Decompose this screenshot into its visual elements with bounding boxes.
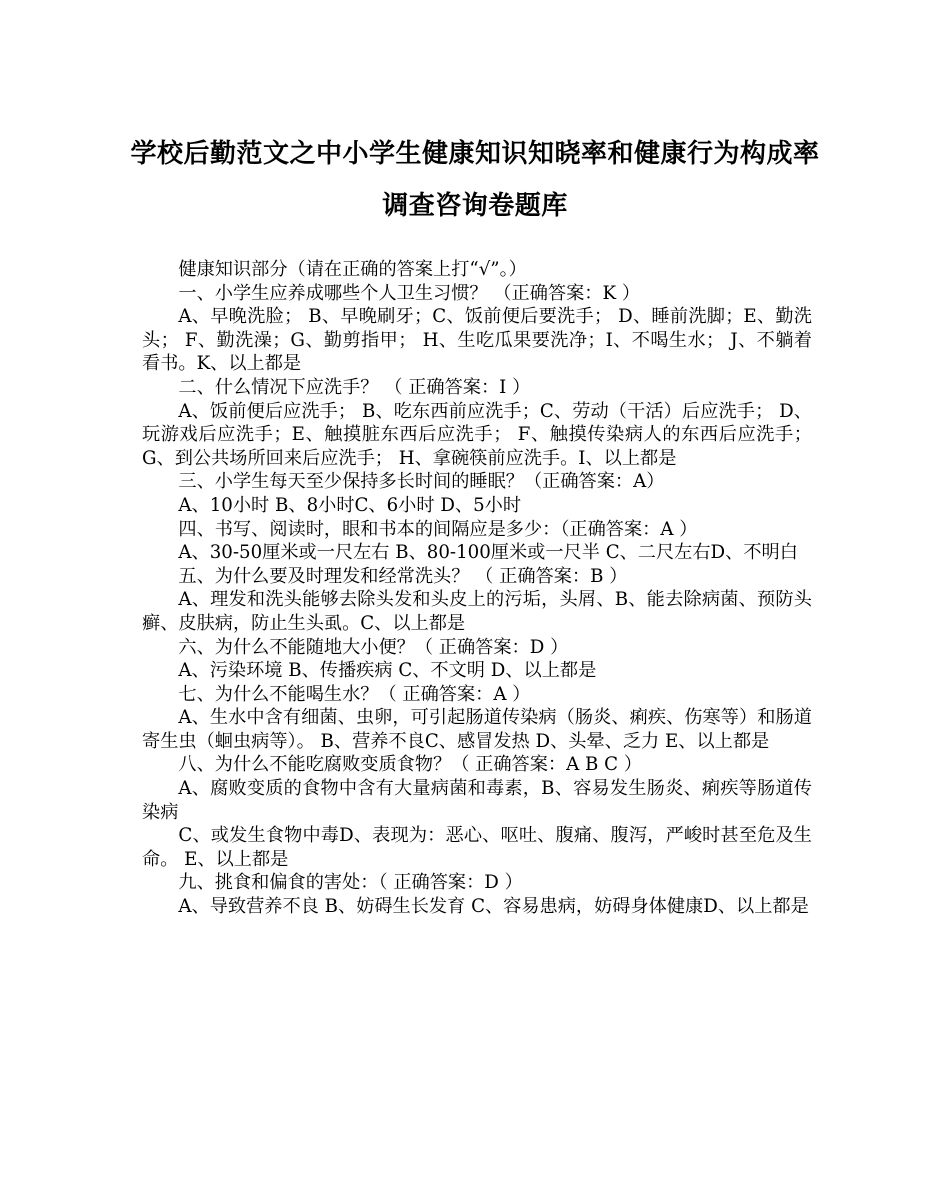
question-1: 一、小学生应养成哪些个人卫生习惯？ （正确答案：K ） [178, 282, 641, 304]
question-6: 六、为什么不能随地大小便？（ 正确答案：D ） [178, 636, 569, 658]
options-9: A、导致营养不良 B、妨碍生长发育 C、容易患病，妨碍身体健康D、以上都是 [178, 896, 809, 918]
options-8-part-2: C、或发生食物中毒D、表现为：恶心、呕吐、腹痛、腹泻，严峻时甚至危及生命。 E、以上都是 [142, 825, 812, 870]
options-4: A、30-50厘米或一尺左右 B、80-100厘米或一尺半 C、二尺左右D、不明白 [178, 542, 798, 564]
document-body [142, 258, 812, 919]
options-1: A、早晚洗脸； B、早晚刷牙；C、饭前便后要洗手； D、睡前洗脚；E、勤洗头； F、勤洗澡；G、勤剪指甲； H、生吃瓜果要洗净；I、不喝生水； J、不躺着看书。K、以上都是 [142, 306, 812, 375]
question-8: 八、为什么不能吃腐败变质食物？（ 正确答案：A B C ） [178, 754, 643, 776]
document-title: 学校后勤范文之中小学生健康知识知晓率和健康行为构成率调查咨询卷题库 [130, 139, 820, 221]
question-2: 二、什么情况下应洗手？ （ 正确答案：I ） [178, 376, 531, 398]
question-9: 九、挑食和偏食的害处：（ 正确答案：D ） [178, 872, 523, 894]
options-7: A、生水中含有细菌、虫卵，可引起肠道传染病（肠炎、痢疾、伤寒等）和肠道寄生虫（蛔虫病等）。 B、营养不良C、感冒发热 D、头晕、乏力 E、以上都是 [142, 707, 812, 752]
question-3: 三、小学生每天至少保持多长时间的睡眠？（正确答案：A） [178, 471, 665, 493]
question-4: 四、书写、阅读时，眼和书本的间隔应是多少：（正确答案：A ） [178, 518, 698, 540]
section-heading: 健康知识部分（请在正确的答案上打“√”。） [178, 259, 527, 280]
options-5: A、理发和洗头能够去除头发和头皮上的污垢，头屑、B、能去除病菌、预防头癣、皮肤病，防止生头虱。C、以上都是 [142, 589, 812, 634]
question-7: 七、为什么不能喝生水？（ 正确答案：A ） [178, 683, 531, 705]
question-5: 五、为什么要及时理发和经常洗头？ （ 正确答案：B ） [178, 565, 628, 587]
options-6: A、污染环境 B、传播疾病 C、不文明 D、以上都是 [178, 660, 597, 682]
options-8-part-1: A、腐败变质的食物中含有大量病菌和毒素，B、容易发生肠炎、痢疾等肠道传染病 [142, 778, 812, 823]
options-2: A、饭前便后应洗手； B、吃东西前应洗手；C、劳动（干活）后应洗手； D、玩游戏后应洗手；E、触摸脏东西后应洗手； F、触摸传染病人的东西后应洗手；G、到公共场所回来后应洗手； H、拿碗筷前应洗手。I、以上都是 [142, 400, 812, 469]
options-3: A、10小时 B、8小时C、6小时 D、5小时 [178, 494, 522, 516]
